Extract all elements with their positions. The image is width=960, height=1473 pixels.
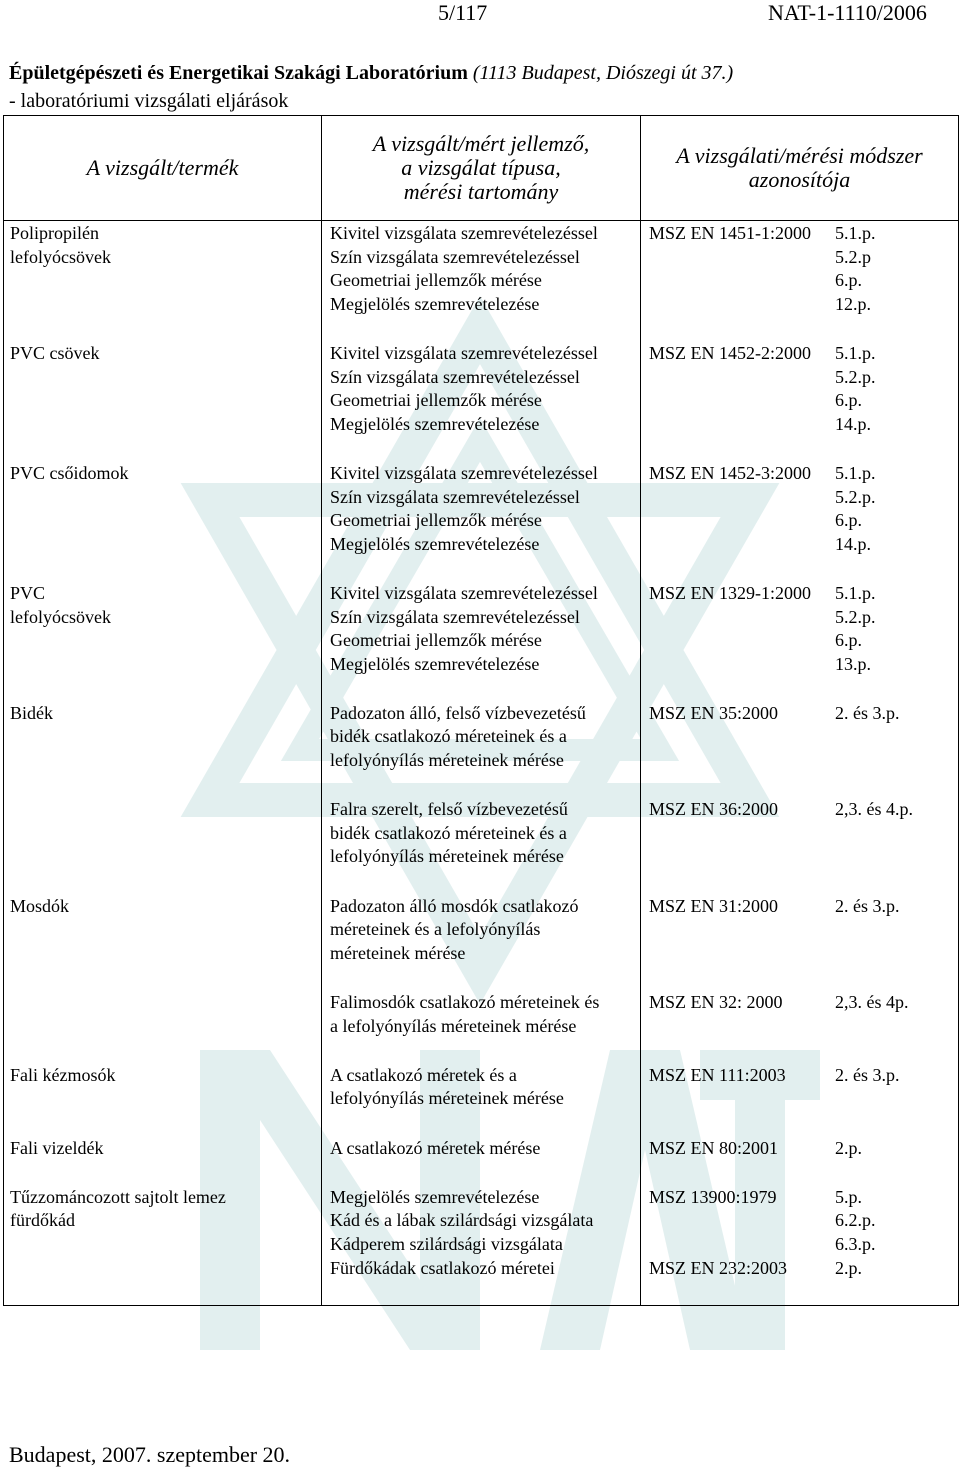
lab-address: (1113 Budapest, Diószegi út 37.)	[472, 62, 734, 84]
method-cell	[641, 1063, 959, 1136]
standard-id: MSZ EN 111:2003	[649, 1064, 786, 1085]
document-subtitle: - laboratóriumi vizsgálati eljárások	[9, 90, 289, 112]
method-cell	[641, 701, 959, 797]
method-line	[649, 389, 957, 413]
standard-section: 12.p.	[835, 293, 871, 314]
method-cell	[641, 341, 959, 461]
characteristic-cell	[322, 1185, 641, 1305]
method-line	[649, 1137, 957, 1161]
method-cell	[641, 797, 959, 893]
table-header-row	[4, 116, 959, 221]
standard-section: 14.p.	[835, 413, 871, 434]
product-name: PVC csövek	[10, 342, 100, 363]
product-cell	[4, 797, 322, 893]
characteristic-line: Kádperem szilárdsági vizsgálata	[330, 1233, 563, 1254]
standard-section: 14.p.	[835, 533, 871, 554]
characteristic-line: Szín vizsgálata szemrevételezéssel	[330, 606, 580, 627]
product-cell	[4, 990, 322, 1063]
characteristic-line: Fürdőkádak csatlakozó méretei	[330, 1257, 555, 1278]
standard-id: MSZ EN 1452-2:2000	[649, 342, 811, 363]
product-cell	[4, 701, 322, 797]
method-line	[649, 702, 957, 726]
product-name: Fali kézmosók	[10, 1064, 116, 1085]
table-row	[4, 581, 959, 701]
product-cell	[4, 341, 322, 461]
standard-id	[649, 1233, 835, 1257]
characteristic-line: A csatlakozó méretek és a	[330, 1064, 517, 1085]
standard-section: 5.2.p.	[835, 486, 876, 507]
product-name: lefolyócsövek	[10, 606, 111, 627]
standard-section: 6.p.	[835, 390, 862, 411]
method-line	[649, 1064, 957, 1088]
characteristic-line: Padozaton álló mosdók csatlakozó	[330, 895, 579, 916]
standard-id	[649, 269, 835, 293]
method-line	[649, 798, 957, 822]
header-char-line: mérési tartomány	[403, 179, 559, 204]
method-cell	[641, 1185, 959, 1305]
standard-section: 2. és 3.p.	[835, 702, 900, 723]
method-line	[649, 366, 957, 390]
standard-id: MSZ EN 1452-3:2000	[649, 462, 811, 483]
standard-id: MSZ EN 36:2000	[649, 799, 779, 820]
table-row	[4, 1063, 959, 1136]
product-cell	[4, 1063, 322, 1136]
standard-section: 5.1.p.	[835, 223, 876, 243]
standard-section: 6.p.	[835, 510, 862, 531]
characteristic-cell	[322, 581, 641, 701]
characteristic-line: Kivitel vizsgálata szemrevételezéssel	[330, 223, 598, 243]
header-char-line: A vizsgált/mért jellemző,	[372, 131, 590, 156]
header-characteristic	[322, 116, 641, 221]
characteristic-line: Megjelölés szemrevételezése	[330, 1186, 540, 1207]
standard-id	[649, 413, 835, 437]
standard-section: 5.2.p.	[835, 606, 876, 627]
header-method	[641, 116, 959, 221]
table-row	[4, 1185, 959, 1305]
standard-section: 2. és 3.p.	[835, 1064, 900, 1085]
standard-section: 2. és 3.p.	[835, 895, 900, 916]
characteristic-line: Megjelölés szemrevételezése	[330, 533, 540, 554]
characteristic-line: a lefolyónyílás méreteinek mérése	[330, 1015, 577, 1036]
product-cell	[4, 581, 322, 701]
characteristic-line: lefolyónyílás méreteinek mérése	[330, 1088, 564, 1109]
product-name: Mosdók	[10, 895, 70, 916]
characteristic-line: Megjelölés szemrevételezése	[330, 653, 540, 674]
characteristic-line: Megjelölés szemrevételezése	[330, 413, 540, 434]
header-char-line: a vizsgálat típusa,	[401, 155, 561, 180]
product-name: lefolyócsövek	[10, 246, 111, 267]
characteristic-cell	[322, 990, 641, 1063]
standard-section: 5.1.p.	[835, 342, 876, 363]
standard-id	[649, 629, 835, 653]
standard-id	[649, 389, 835, 413]
characteristic-line: Geometriai jellemzők mérése	[330, 270, 542, 291]
product-cell	[4, 894, 322, 990]
method-line	[649, 653, 957, 677]
lab-name: Épületgépészeti és Energetikai Szakági Laboratórium	[9, 62, 468, 84]
characteristic-cell	[322, 894, 641, 990]
product-name: PVC	[10, 582, 46, 603]
method-cell	[641, 221, 959, 341]
standard-id: MSZ EN 31:2000	[649, 895, 779, 916]
characteristic-line: Megjelölés szemrevételezése	[330, 293, 540, 314]
characteristic-line: Geometriai jellemzők mérése	[330, 630, 542, 651]
characteristic-cell	[322, 341, 641, 461]
characteristic-cell	[322, 221, 641, 341]
characteristic-line: lefolyónyílás méreteinek mérése	[330, 750, 564, 771]
method-cell	[641, 581, 959, 701]
header-method-line: azonosítója	[748, 167, 851, 192]
characteristic-line: Kivitel vizsgálata szemrevételezéssel	[330, 342, 598, 363]
product-name: fürdőkád	[10, 1210, 75, 1231]
table-row	[4, 341, 959, 461]
method-line	[649, 1257, 957, 1281]
table-row	[4, 990, 959, 1063]
test-procedures-table	[3, 115, 959, 1306]
characteristic-line: bidék csatlakozó méreteinek és a	[330, 822, 567, 843]
header-method-line: A vizsgálati/mérési módszer	[676, 143, 923, 168]
characteristic-line: Szín vizsgálata szemrevételezéssel	[330, 246, 580, 267]
standard-section: 2,3. és 4p.	[835, 992, 909, 1012]
product-name: Fali vizeldék	[10, 1137, 104, 1158]
standard-id	[649, 246, 835, 270]
standard-id	[649, 653, 835, 677]
method-cell	[641, 461, 959, 581]
standard-id: MSZ 13900:1979	[649, 1186, 777, 1207]
product-name	[10, 798, 320, 822]
method-line	[649, 246, 957, 270]
method-line	[649, 486, 957, 510]
standard-section: 5.2.p	[835, 246, 871, 267]
method-line	[649, 269, 957, 293]
method-line	[649, 1209, 957, 1233]
table-row	[4, 461, 959, 581]
characteristic-line: A csatlakozó méretek mérése	[330, 1137, 541, 1158]
header-product: A vizsgált/termék	[4, 116, 322, 221]
document-id: NAT-1-1110/2006	[768, 0, 927, 25]
product-name: Tűzzománcozott sajtolt lemez	[10, 1186, 226, 1207]
characteristic-line: Szín vizsgálata szemrevételezéssel	[330, 486, 580, 507]
method-line	[649, 509, 957, 533]
footer-date: Budapest, 2007. szeptember 20.	[9, 1442, 291, 1467]
page-number: 5/117	[438, 0, 488, 25]
method-line	[649, 582, 957, 606]
product-name: PVC csőidomok	[10, 462, 129, 483]
characteristic-line: Szín vizsgálata szemrevételezéssel	[330, 366, 580, 387]
standard-section: 2,3. és 4.p.	[835, 799, 913, 820]
method-cell	[641, 990, 959, 1063]
method-line	[649, 533, 957, 557]
standard-section: 5.1.p.	[835, 462, 876, 483]
standard-id: MSZ EN 1329-1:2000	[649, 582, 811, 603]
method-line	[649, 413, 957, 437]
characteristic-line: lefolyónyílás méreteinek mérése	[330, 846, 564, 867]
method-line	[649, 895, 957, 919]
product-cell	[4, 461, 322, 581]
method-line	[649, 629, 957, 653]
standard-id: MSZ EN 80:2001	[649, 1137, 779, 1158]
standard-id	[649, 509, 835, 533]
standard-id: MSZ EN 1451-1:2000	[649, 223, 811, 243]
standard-section: 5.p.	[835, 1186, 862, 1207]
standard-id	[649, 486, 835, 510]
method-line	[649, 606, 957, 630]
characteristic-line: Geometriai jellemzők mérése	[330, 390, 542, 411]
characteristic-line: Kád és a lábak szilárdsági vizsgálata	[330, 1210, 594, 1231]
product-cell	[4, 1136, 322, 1185]
product-cell	[4, 1185, 322, 1305]
standard-id	[649, 293, 835, 317]
standard-id	[649, 1209, 835, 1233]
table-row	[4, 797, 959, 893]
method-line	[649, 1186, 957, 1210]
standard-id: MSZ EN 232:2003	[649, 1257, 788, 1278]
method-cell	[641, 894, 959, 990]
standard-section: 5.1.p.	[835, 582, 876, 603]
standard-section: 6.2.p.	[835, 1210, 876, 1231]
method-line	[649, 1233, 957, 1257]
method-line	[649, 342, 957, 366]
method-line	[649, 462, 957, 486]
characteristic-cell	[322, 461, 641, 581]
product-name: Polipropilén	[10, 223, 99, 243]
standard-section: 2.p.	[835, 1257, 862, 1278]
standard-id: MSZ EN 32: 2000	[649, 992, 783, 1012]
characteristic-cell	[322, 797, 641, 893]
table-row	[4, 701, 959, 797]
product-name: Bidék	[10, 702, 53, 723]
standard-section: 6.3.p.	[835, 1233, 876, 1254]
standard-section: 6.p.	[835, 270, 862, 291]
table-row	[4, 894, 959, 990]
characteristic-line: méreteinek mérése	[330, 942, 466, 963]
characteristic-line: Padozaton álló, felső vízbevezetésű	[330, 702, 586, 723]
standard-section: 2.p.	[835, 1137, 862, 1158]
standard-section: 6.p.	[835, 630, 862, 651]
characteristic-line: méreteinek és a lefolyónyílás	[330, 919, 541, 940]
product-name	[10, 991, 320, 1015]
standard-section: 5.2.p.	[835, 366, 876, 387]
characteristic-line: Kivitel vizsgálata szemrevételezéssel	[330, 462, 598, 483]
method-line	[649, 293, 957, 317]
standard-id	[649, 533, 835, 557]
method-line	[649, 991, 957, 1015]
characteristic-line: Kivitel vizsgálata szemrevételezéssel	[330, 582, 598, 603]
standard-id: MSZ EN 35:2000	[649, 702, 779, 723]
method-line	[649, 222, 957, 246]
characteristic-line: Falra szerelt, felső vízbevezetésű	[330, 799, 568, 820]
standard-id	[649, 366, 835, 390]
characteristic-line: Falimosdók csatlakozó méreteinek és	[330, 992, 600, 1012]
standard-section: 13.p.	[835, 653, 871, 674]
method-cell	[641, 1136, 959, 1185]
document-title	[9, 62, 733, 85]
table-row	[4, 221, 959, 341]
characteristic-cell	[322, 701, 641, 797]
table-row	[4, 1136, 959, 1185]
characteristic-line: bidék csatlakozó méreteinek és a	[330, 726, 567, 747]
product-cell	[4, 221, 322, 341]
characteristic-cell	[322, 1136, 641, 1185]
characteristic-cell	[322, 1063, 641, 1136]
characteristic-line: Geometriai jellemzők mérése	[330, 510, 542, 531]
standard-id	[649, 606, 835, 630]
